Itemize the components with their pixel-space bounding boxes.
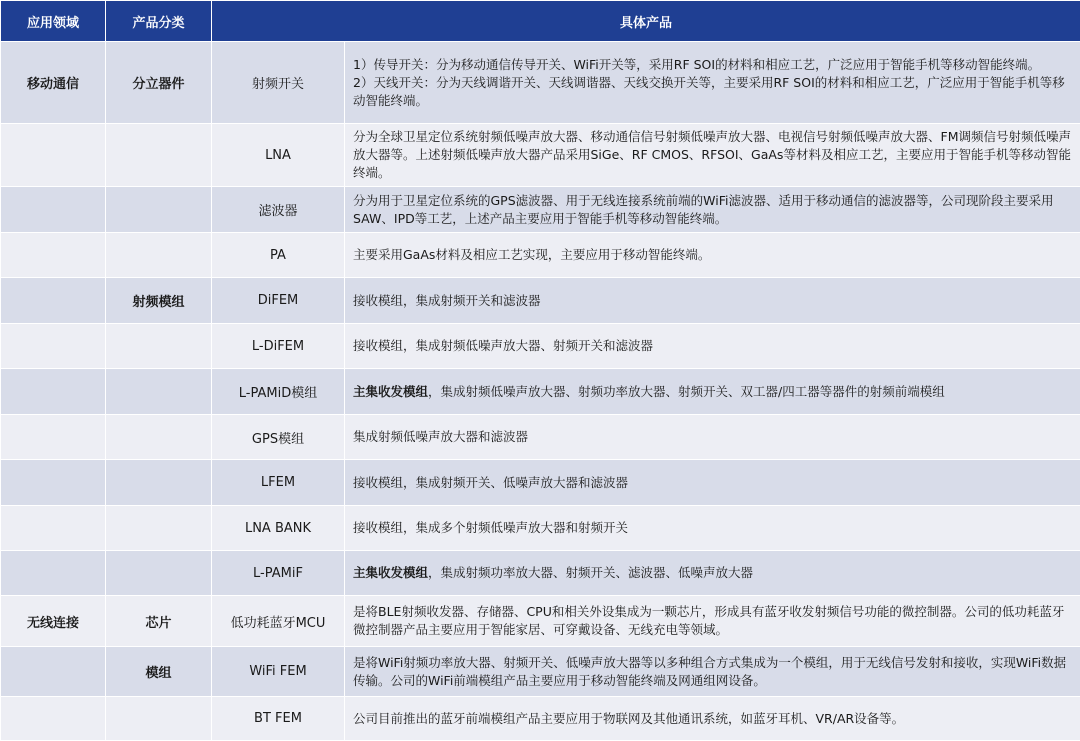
- table-row: [1, 233, 1080, 278]
- description-text: 主要采用GaAs材料及相应工艺实现，主要应用于移动智能终端。: [353, 246, 1074, 264]
- product-description-cell: [345, 233, 1080, 278]
- application-area-cell: [1, 551, 106, 596]
- product-name-cell: 滤波器: [212, 187, 345, 233]
- product-description-cell: [345, 415, 1080, 460]
- description-text: 是将WiFi射频功率放大器、射频开关、低噪声放大器等以多种组合方式集成为一个模组，用于无线信号发射和接收，实现WiFi数据传输。公司的WiFi前端模组产品主要应用于移动智能终端及网通组网设备。: [353, 654, 1074, 690]
- table-row: [1, 42, 1080, 124]
- table-row: [1, 506, 1080, 551]
- product-name-cell: L-PAMiF: [212, 551, 345, 596]
- product-description-cell: [345, 551, 1080, 596]
- description-text-rest: ，集成射频功率放大器、射频开关、滤波器、低噪声放大器: [428, 565, 753, 580]
- product-category-cell: [106, 551, 212, 596]
- product-category-cell: [106, 124, 212, 187]
- description-bold-text: 主集收发模组: [353, 565, 428, 580]
- description-text: 1）传导开关：分为移动通信传导开关、WiFi开关等，采用RF SOI的材料和相应工艺，广泛应用于智能手机等移动智能终端。: [353, 56, 1074, 74]
- application-area-cell: 移动通信: [1, 42, 106, 124]
- product-description-cell: [345, 697, 1080, 741]
- product-category-cell: [106, 324, 212, 369]
- table-row: [1, 124, 1080, 187]
- table-row: [1, 415, 1080, 460]
- product-name-cell: DiFEM: [212, 278, 345, 324]
- table-row: [1, 278, 1080, 324]
- application-area-cell: [1, 233, 106, 278]
- application-area-cell: [1, 124, 106, 187]
- product-description-cell: [345, 460, 1080, 506]
- product-category-cell: [106, 187, 212, 233]
- header-specific-products: 具体产品: [212, 1, 1080, 42]
- table-row: [1, 647, 1080, 697]
- table-row: [1, 324, 1080, 369]
- product-description-cell: [345, 596, 1080, 647]
- product-name-cell: L-PAMiD模组: [212, 369, 345, 415]
- table-row: [1, 187, 1080, 233]
- application-area-cell: [1, 415, 106, 460]
- description-text: 接收模组，集成多个射频低噪声放大器和射频开关: [353, 519, 1074, 537]
- application-area-cell: [1, 647, 106, 697]
- product-name-cell: LFEM: [212, 460, 345, 506]
- product-description-cell: [345, 647, 1080, 697]
- description-text: 2）天线开关：分为天线调谐开关、天线调谐器、天线交换开关等，主要采用RF SOI的材料和相应工艺，广泛应用于智能手机等移动智能终端。: [353, 74, 1074, 110]
- product-category-cell: 芯片: [106, 596, 212, 647]
- product-description-cell: [345, 324, 1080, 369]
- description-text: 分为全球卫星定位系统射频低噪声放大器、移动通信信号射频低噪声放大器、电视信号射频低噪声放大器、FM调频信号射频低噪声放大器等。上述射频低噪声放大器产品采用SiGe、RF CMOS、RFSOI、GaAs等材料及相应工艺，主要应用于智能手机等移动智能终端。: [353, 128, 1074, 182]
- description-text-rest: ，集成射频低噪声放大器、射频功率放大器、射频开关、双工器/四工器等器件的射频前端模组: [428, 384, 945, 399]
- product-name-cell: LNA BANK: [212, 506, 345, 551]
- product-description-cell: [345, 42, 1080, 124]
- description-text: 分为用于卫星定位系统的GPS滤波器、用于无线连接系统前端的WiFi滤波器、适用于移动通信的滤波器等，公司现阶段主要采用SAW、IPD等工艺，上述产品主要应用于智能手机等移动智能终端。: [353, 192, 1074, 228]
- product-name-cell: 低功耗蓝牙MCU: [212, 596, 345, 647]
- product-description-cell: [345, 278, 1080, 324]
- product-category-cell: [106, 369, 212, 415]
- product-description-cell: [345, 369, 1080, 415]
- product-category-cell: 模组: [106, 647, 212, 697]
- application-area-cell: [1, 278, 106, 324]
- product-category-cell: [106, 460, 212, 506]
- application-area-cell: [1, 697, 106, 741]
- product-description-cell: [345, 187, 1080, 233]
- description-text: 接收模组，集成射频开关、低噪声放大器和滤波器: [353, 474, 1074, 492]
- product-name-cell: GPS模组: [212, 415, 345, 460]
- table-row: [1, 596, 1080, 647]
- product-description-cell: [345, 124, 1080, 187]
- table-row: [1, 697, 1080, 741]
- product-name-cell: LNA: [212, 124, 345, 187]
- application-area-cell: [1, 506, 106, 551]
- product-category-cell: 分立器件: [106, 42, 212, 124]
- table-body: [1, 42, 1080, 741]
- application-area-cell: [1, 187, 106, 233]
- product-category-cell: [106, 233, 212, 278]
- header-product-category: 产品分类: [106, 1, 212, 42]
- product-category-cell: [106, 506, 212, 551]
- product-description-cell: [345, 506, 1080, 551]
- product-name-cell: L-DiFEM: [212, 324, 345, 369]
- product-name-cell: BT FEM: [212, 697, 345, 741]
- table-row: [1, 460, 1080, 506]
- description-text: 集成射频低噪声放大器和滤波器: [353, 428, 1074, 446]
- description-text: [353, 564, 1074, 582]
- description-text: 接收模组，集成射频低噪声放大器、射频开关和滤波器: [353, 337, 1074, 355]
- product-category-cell: [106, 415, 212, 460]
- product-category-cell: 射频模组: [106, 278, 212, 324]
- product-name-cell: 射频开关: [212, 42, 345, 124]
- description-text: 是将BLE射频收发器、存储器、CPU和相关外设集成为一颗芯片，形成具有蓝牙收发射频信号功能的微控制器。公司的低功耗蓝牙微控制器产品主要应用于智能家居、可穿戴设备、无线充电等领域。: [353, 603, 1074, 639]
- application-area-cell: [1, 324, 106, 369]
- table-header-row: [1, 1, 1080, 42]
- table-row: [1, 369, 1080, 415]
- description-text: 接收模组，集成射频开关和滤波器: [353, 292, 1074, 310]
- product-name-cell: PA: [212, 233, 345, 278]
- application-area-cell: [1, 369, 106, 415]
- application-area-cell: 无线连接: [1, 596, 106, 647]
- description-text: [353, 383, 1074, 401]
- description-text: 公司目前推出的蓝牙前端模组产品主要应用于物联网及其他通讯系统，如蓝牙耳机、VR/AR设备等。: [353, 710, 1074, 728]
- application-area-cell: [1, 460, 106, 506]
- header-application-area: 应用领域: [1, 1, 106, 42]
- product-name-cell: WiFi FEM: [212, 647, 345, 697]
- product-category-cell: [106, 697, 212, 741]
- table-row: [1, 551, 1080, 596]
- description-bold-text: 主集收发模组: [353, 384, 428, 399]
